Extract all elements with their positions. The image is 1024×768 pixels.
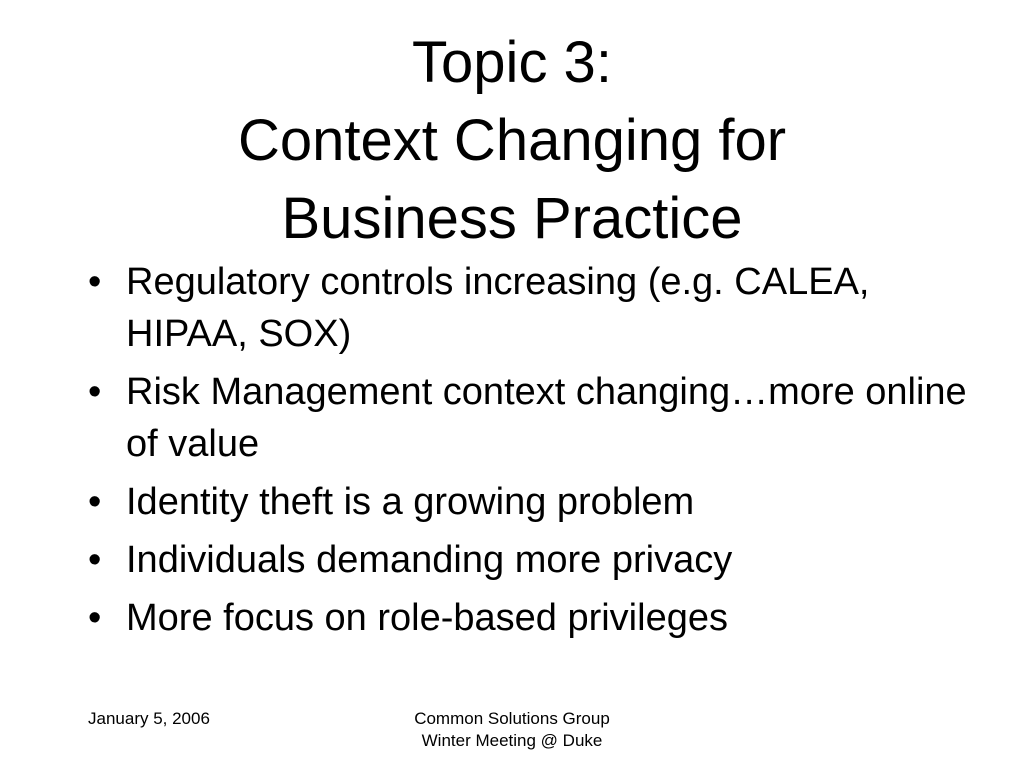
title-line-3: Business Practice <box>281 186 743 251</box>
bullet-text: More focus on role-based privileges <box>126 597 728 639</box>
bullet-text: Individuals demanding more privacy <box>126 539 733 581</box>
bullet-icon: • <box>88 261 102 303</box>
bullet-icon: • <box>88 481 102 523</box>
bullet-icon: • <box>88 597 102 639</box>
footer-event-line-1: Common Solutions Group <box>414 709 610 728</box>
bullet-item <box>88 366 988 470</box>
bullet-text: Risk Management context changing…more online of value <box>126 371 967 465</box>
bullet-item <box>88 476 988 528</box>
bullet-icon: • <box>88 371 102 413</box>
bullet-item <box>88 256 988 360</box>
bullet-icon: • <box>88 539 102 581</box>
bullet-text: Regulatory controls increasing (e.g. CALEA, HIPAA, SOX) <box>126 261 870 355</box>
footer-event <box>362 708 662 752</box>
bullet-text: Identity theft is a growing problem <box>126 481 695 523</box>
bullet-list <box>88 256 988 650</box>
bullet-item <box>88 534 988 586</box>
title-line-1: Topic 3: <box>412 30 612 95</box>
footer-date: January 5, 2006 <box>88 709 210 728</box>
title-line-2: Context Changing for <box>237 108 787 173</box>
bullet-item <box>88 592 988 644</box>
slide-title <box>0 24 1024 258</box>
footer-event-line-2: Winter Meeting @ Duke <box>421 731 603 750</box>
